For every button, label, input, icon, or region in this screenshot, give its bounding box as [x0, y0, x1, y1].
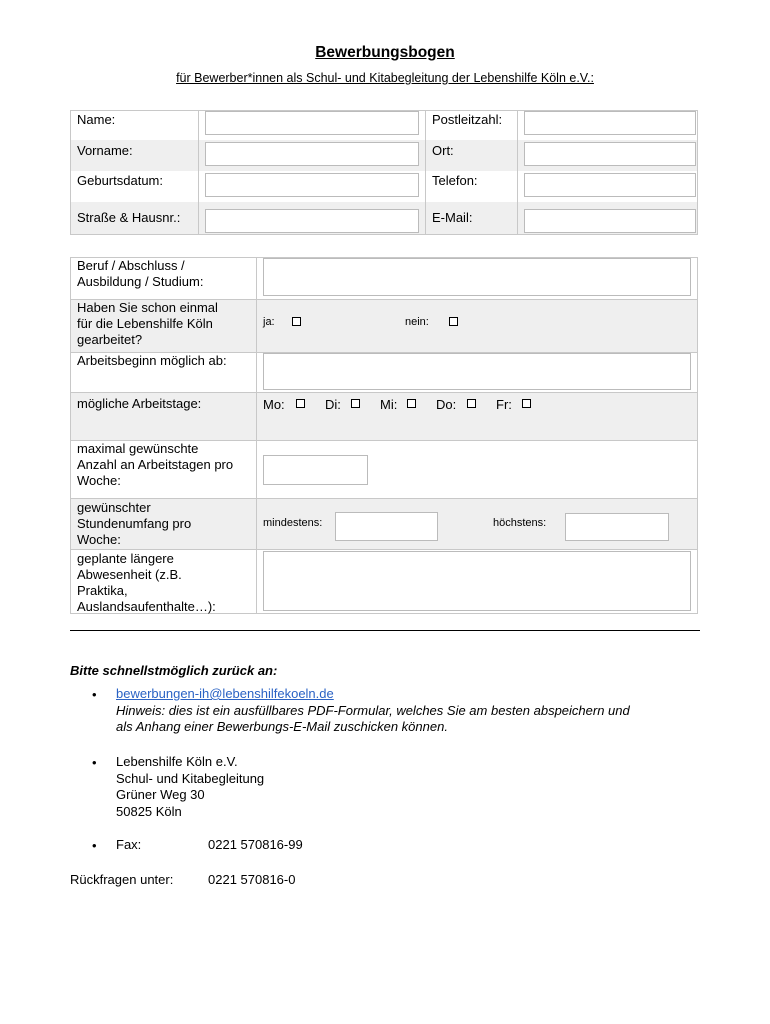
page-title: Bewerbungsbogen — [315, 44, 455, 61]
mo-label: Mo: — [263, 397, 285, 412]
strasse-label: Straße & Hausnr.: — [77, 210, 181, 225]
page-subtitle: für Bewerber*innen als Schul- und Kitabegleitung der Lebenshilfe Köln e.V.: — [176, 71, 594, 85]
geburtsdatum-label: Geburtsdatum: — [77, 173, 163, 188]
fax-label: Fax: — [116, 837, 142, 852]
lebenshilfe-question: Haben Sie schon einmal für die Lebenshilfe Köln gearbeitet? — [77, 300, 218, 347]
bullet: • — [92, 755, 97, 770]
arbeitsbeginn-label: Arbeitsbeginn möglich ab: — [77, 353, 227, 368]
telefon-field[interactable] — [524, 173, 696, 197]
mi-checkbox[interactable] — [407, 399, 416, 408]
plz-field[interactable] — [524, 111, 696, 135]
arbeitstage-label: mögliche Arbeitstage: — [77, 396, 202, 411]
fr-label: Fr: — [496, 397, 512, 412]
email-block — [116, 686, 630, 736]
di-label: Di: — [325, 397, 341, 412]
bullet: • — [92, 687, 97, 702]
bullet: • — [92, 838, 97, 853]
hint-line-1: Hinweis: dies ist ein ausfüllbares PDF-Formular, welches Sie am besten abspeichern und — [116, 702, 630, 718]
name-field[interactable] — [205, 111, 419, 135]
plz-label: Postleitzahl: — [432, 112, 503, 127]
vorname-label: Vorname: — [77, 143, 133, 158]
hoechstens-label: höchstens: — [493, 517, 547, 529]
email-field[interactable] — [524, 209, 696, 233]
email-link[interactable]: bewerbungen-ih@lebenshilfekoeln.de — [116, 686, 334, 701]
mo-checkbox[interactable] — [296, 399, 305, 408]
address-block: Lebenshilfe Köln e.V. Schul- und Kitabegleitung Grüner Weg 30 50825 Köln — [116, 754, 265, 819]
hint-line-2: als Anhang einer Bewerbungs-E-Mail zuschicken können. — [116, 719, 448, 734]
strasse-field[interactable] — [205, 209, 419, 233]
ja-checkbox[interactable] — [292, 317, 301, 326]
rueckfragen-value: 0221 570816-0 — [208, 872, 296, 887]
email-label: E-Mail: — [432, 210, 473, 225]
vorname-field[interactable] — [205, 142, 419, 166]
abwesenheit-label: geplante längere Abwesenheit (z.B. Praktika, Auslandsaufenthalte…): — [77, 551, 216, 614]
hoechstens-field[interactable] — [565, 513, 669, 541]
di-checkbox[interactable] — [351, 399, 360, 408]
beruf-label: Beruf / Abschluss / Ausbildung / Studium: — [77, 258, 204, 289]
fr-checkbox[interactable] — [522, 399, 531, 408]
fax-value: 0221 570816-99 — [208, 837, 303, 852]
arbeitsbeginn-field[interactable] — [263, 353, 691, 390]
mindestens-field[interactable] — [335, 512, 438, 541]
do-label: Do: — [436, 397, 457, 412]
geburtsdatum-field[interactable] — [205, 173, 419, 197]
divider — [70, 630, 700, 631]
nein-label: nein: — [405, 316, 429, 328]
return-heading: Bitte schnellstmöglich zurück an: — [70, 663, 278, 678]
abwesenheit-field[interactable] — [263, 551, 691, 611]
mi-label: Mi: — [380, 397, 398, 412]
ort-field[interactable] — [524, 142, 696, 166]
max-arbeitstage-label: maximal gewünschte Anzahl an Arbeitstagen pro Woche: — [77, 441, 234, 488]
ja-label: ja: — [263, 316, 275, 328]
max-arbeitstage-field[interactable] — [263, 455, 368, 485]
rueckfragen-label: Rückfragen unter: — [70, 872, 174, 887]
telefon-label: Telefon: — [432, 173, 478, 188]
stundenumfang-label: gewünschter Stundenumfang pro Woche: — [77, 500, 192, 547]
beruf-field[interactable] — [263, 258, 691, 296]
nein-checkbox[interactable] — [449, 317, 458, 326]
do-checkbox[interactable] — [467, 399, 476, 408]
mindestens-label: mindestens: — [263, 517, 323, 529]
ort-label: Ort: — [432, 143, 454, 158]
name-label: Name: — [77, 112, 116, 127]
